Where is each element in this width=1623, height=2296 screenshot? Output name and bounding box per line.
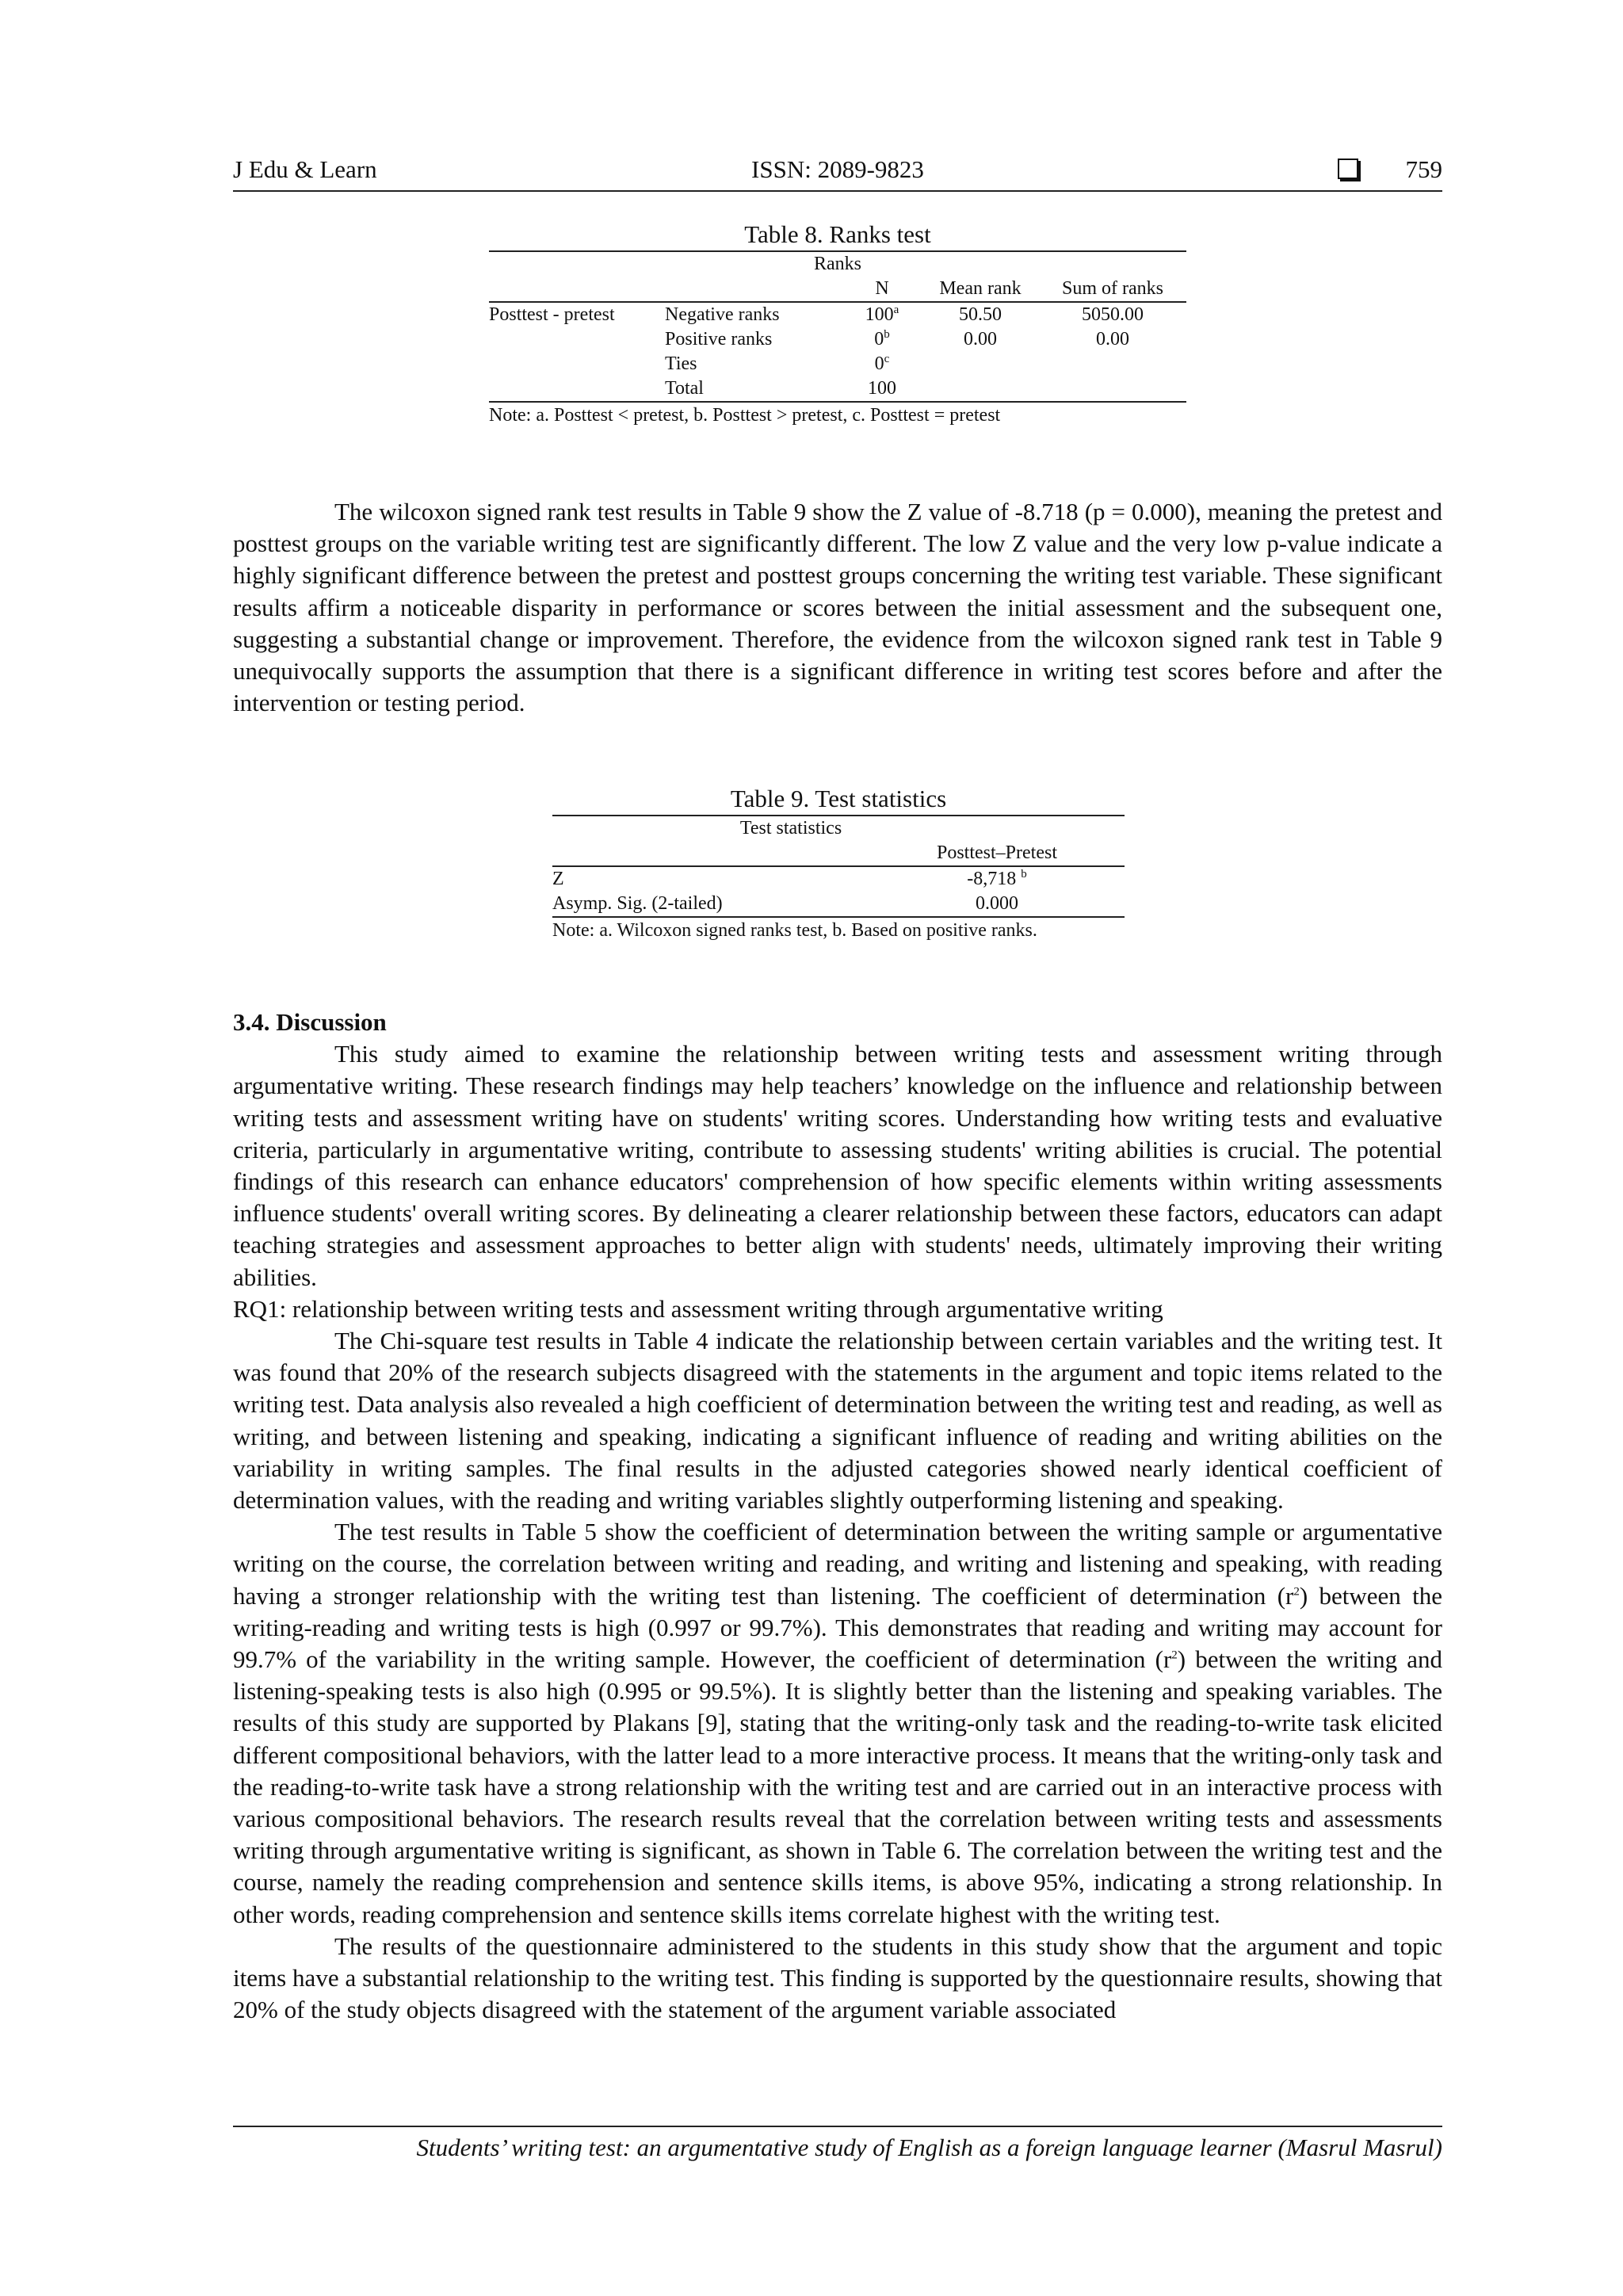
paragraph: The wilcoxon signed rank test results in Table 9 show the Z value of -8.718 (p = 0.000), meaning the pretest and posttest groups on the variable writing test are significantly different. The low Z value and the very low p-value indicate a highly significant difference between the pretest and posttest groups concerning the writing test variable. These significant results affirm a noticeable disparity in performance or scores between the initial assessment and the subsequent one, suggesting a substantial change or improvement. Therefore, the evidence from the wilcoxon signed rank test in Table 9 unequivocally supports the assumption that there is a significant difference in writing test scores before and after the intervention or testing period. <box>233 498 1442 717</box>
cell-sum-of-ranks: 0.00 <box>1096 329 1129 350</box>
table-9-note: Note: a. Wilcoxon signed ranks test, b. Based on positive ranks. <box>552 920 1037 941</box>
table-8-note: Note: a. Posttest < pretest, b. Posttest > pretest, c. Posttest = pretest <box>489 405 1001 426</box>
page-number: 759 <box>1405 155 1442 183</box>
table-row <box>489 352 1186 376</box>
table-header-row <box>489 277 1186 302</box>
table-8-title: Table 8. Ranks test <box>744 220 931 248</box>
row-label: Positive ranks <box>665 329 773 350</box>
cell-mean-rank: 50.50 <box>959 304 1002 325</box>
cell-mean-rank <box>922 352 1039 376</box>
section-heading: 3.4. Discussion <box>233 1008 387 1036</box>
cell-sum-of-ranks <box>1039 376 1186 402</box>
cell-value: -8,718 $^b$ <box>967 868 1027 889</box>
discussion-section <box>233 1007 1442 2027</box>
cell-sum-of-ranks <box>1039 352 1186 376</box>
table-row <box>489 376 1186 402</box>
cell-mean-rank <box>922 376 1039 402</box>
group-label: Posttest - pretest <box>489 304 615 325</box>
running-footer: Students’ writing test: an argumentative study of English as a foreign language learner (Masrul Masrul) <box>233 2126 1442 2164</box>
row-label: Ties <box>665 353 697 374</box>
column-header-sum-of-ranks: Sum of ranks <box>1062 278 1163 299</box>
results-paragraph <box>233 496 1442 719</box>
table-row <box>552 866 1125 892</box>
journal-name: J Edu & Learn <box>233 155 377 183</box>
paragraph: The test results in Table 5 show the coefficient of determination between the writing sample or argumentative writing on the course, the correlation between writing and reading, and writing and listening and speaking, with reading having a stronger relationship with the writing test than listening. The coefficient of determination $(r^2)$ between the writing-reading and writing tests is high (0.997 or 99.7%). This demonstrates that reading and writing may account for 99.7% of the variability in the writing sample. However, the coefficient of determination $(r^2)$ between the writing and listening-speaking tests is also high (0.995 or 99.5%). It is slightly better than the listening and speaking variables. The results of this study are supported by Plakans [9], stating that the writing-only task and the reading-to-write task elicited different compositional behaviors, with the latter lead to a more interactive process. It means that the writing-only task and the reading-to-write task have a strong relationship with the writing test and are carried out in an interactive process with various compositional behaviors. The research results reveal that the correlation between writing tests and assessments writing through argumentative writing is significant, as shown in Table 6. The correlation between the writing test and the course, namely the reading comprehension and sentence skills items, is above 95%, indicating a strong relationship. In other words, reading comprehension and sentence skills items correlate highest with the writing test. <box>233 1518 1442 1928</box>
table-9-subtitle: Test statistics <box>739 818 842 839</box>
cell-n: 0$^c$ <box>874 353 890 374</box>
table-row <box>552 892 1125 917</box>
table-8-subtitle: Ranks <box>814 254 861 274</box>
cell-n: 0$^b$ <box>874 328 890 350</box>
paragraph: The Chi-square test results in Table 4 indicate the relationship between certain variables and the writing test. It was found that 20% of the research subjects disagreed with the statements in the argument and topic items related to the writing test. Data analysis also revealed a high coefficient of determination between the writing test and reading, as well as writing, and between listening and speaking, indicating a significant influence of reading and writing abilities on the variability in writing samples. The final results in the adjusted categories showed nearly identical coefficient of determination values, with the reading and writing variables slightly outperforming listening and speaking. <box>233 1327 1442 1515</box>
row-label: Total <box>665 378 704 399</box>
test-statistics-table <box>552 815 1125 918</box>
cell-mean-rank: 0.00 <box>964 329 997 350</box>
running-header <box>233 155 1442 192</box>
column-header-n: N <box>875 278 889 299</box>
table-header-row <box>552 841 1125 866</box>
column-header-posttest-pretest: Posttest–Pretest <box>936 842 1057 863</box>
paragraph: The results of the questionnaire administered to the students in this study show that the argument and topic items have a substantial relationship to the writing test. This finding is supported by the questionnaire results, showing that 20% of the study objects disagreed with the statement of the argument variable associated <box>233 1931 1442 2024</box>
row-label: Z <box>552 869 564 889</box>
square-bullet-icon <box>1338 159 1358 179</box>
cell-n: 100 <box>868 378 896 399</box>
cell-n: 100$^a$ <box>865 304 899 325</box>
paragraph: This study aimed to examine the relationship between writing tests and assessment writing through argumentative writing. These research findings may help teachers’ knowledge on the influence and relationship between writing tests and assessment writing have on students' writing scores. Understanding how writing tests and evaluative criteria, particularly in argumentative writing, contribute to assessing students' writing abilities is crucial. The potential findings of this research can enhance educators' comprehension of how specific elements within writing assessments influence students' overall writing scores. By delineating a clearer relationship between these factors, educators can adapt teaching strategies and assessment approaches to better align with students' needs, ultimately improving their writing abilities. <box>233 1040 1442 1291</box>
page-number-group <box>1338 155 1443 184</box>
table-9 <box>552 783 1125 943</box>
row-label: Negative ranks <box>665 304 780 325</box>
column-header-mean-rank: Mean rank <box>939 278 1022 299</box>
cell-sum-of-ranks: 5050.00 <box>1082 304 1144 325</box>
table-9-title: Table 9. Test statistics <box>730 785 947 812</box>
table-row <box>489 302 1186 327</box>
cell-value: 0.000 <box>976 893 1018 914</box>
row-label: Asymp. Sig. (2-tailed) <box>552 893 723 914</box>
table-row <box>489 327 1186 352</box>
research-question: RQ1: relationship between writing tests and assessment writing through argumentative writing <box>233 1294 1163 1323</box>
table-8 <box>489 219 1186 428</box>
ranks-table <box>489 250 1186 403</box>
issn: ISSN: 2089-9823 <box>751 155 924 183</box>
